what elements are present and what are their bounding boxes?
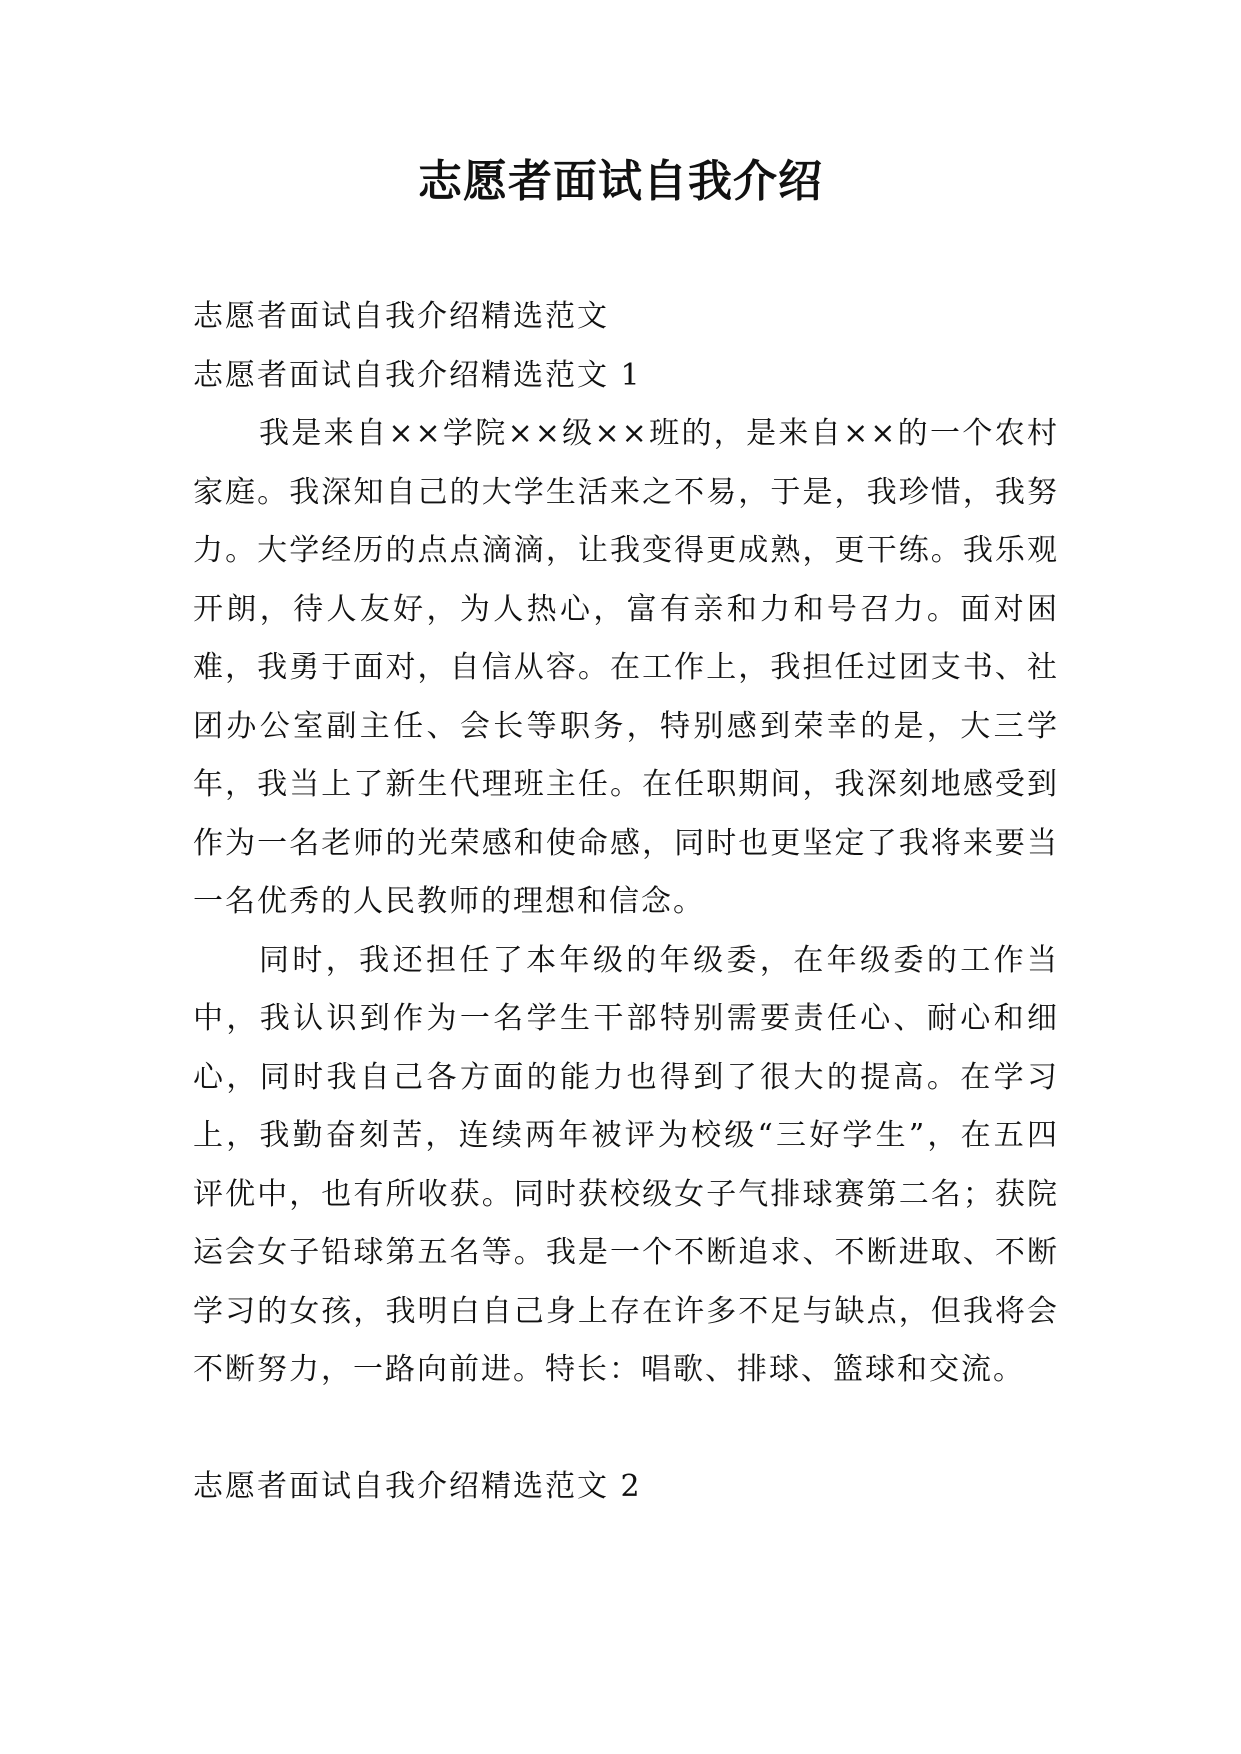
section-spacer bbox=[193, 1400, 1059, 1458]
document-subtitle: 志愿者面试自我介绍精选范文 bbox=[193, 299, 609, 334]
document-title: 志愿者面试自我介绍 bbox=[418, 156, 823, 207]
section-1-heading: 志愿者面试自我介绍精选范文 1 bbox=[193, 357, 642, 393]
document-body bbox=[193, 288, 1059, 1516]
paragraph-1: 我是来自××学院××级××班的，是来自××的一个农村家庭。我深知自己的大学生活来之不易，于是，我珍惜，我努力。大学经历的点点滴滴，让我变得更成熟，更干练。我乐观开朗，待人友好，为人热心，富有亲和力和号召力。面对困难，我勇于面对，自信从容。在工作上，我担任过团支书、社团办公室副主任、会长等职务，特别感到荣幸的是，大三学年，我当上了新生代理班主任。在任职期间，我深刻地感受到作为一名老师的光荣感和使命感，同时也更坚定了我将来要当一名优秀的人民教师的理想和信念。 bbox=[193, 416, 1059, 919]
section-2-heading: 志愿者面试自我介绍精选范文 2 bbox=[193, 1468, 642, 1504]
paragraph-2: 同时，我还担任了本年级的年级委，在年级委的工作当中，我认识到作为一名学生干部特别需要责任心、耐心和细心，同时我自己各方面的能力也得到了很大的提高。在学习上，我勤奋刻苦，连续两年被评为校级“三好学生”，在五四评优中，也有所收获。同时获校级女子气排球赛第二名；获院运会女子铅球第五名等。我是一个不断追求、不断进取、不断学习的女孩，我明白自己身上存在许多不足与缺点，但我将会不断努力，一路向前进。特长：唱歌、排球、篮球和交流。 bbox=[193, 942, 1059, 1387]
